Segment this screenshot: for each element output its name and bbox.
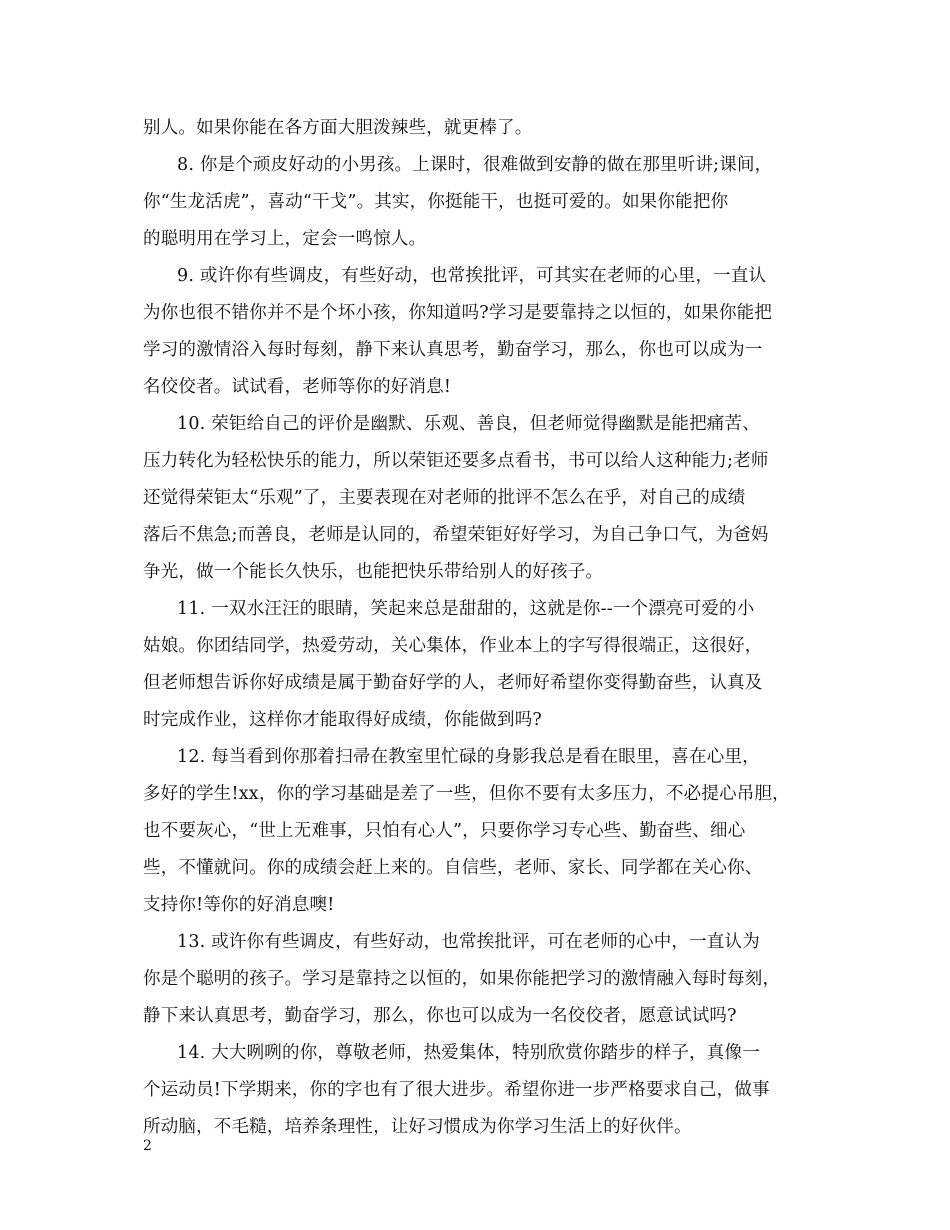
paragraph-14-line-1: 14. 大大咧咧的你，尊敬老师，热爱集体，特别欣赏你踏步的样子，真像一	[177, 1043, 760, 1063]
text-line: 为你也很不错你并不是个坏小孩，你知道吗?学习是要靠持之以恒的，如果你能把	[143, 303, 773, 323]
text-line: 你是个聪明的孩子。学习是靠持之以恒的，如果你能把学习的激情融入每时每刻，	[143, 969, 781, 989]
text-line: 争光，做一个能长久快乐，也能把快乐带给别人的好孩子。	[143, 562, 604, 582]
text-line: 的聪明用在学习上，定会一鸣惊人。	[143, 229, 427, 249]
text-line: 时完成作业，这样你才能取得好成绩，你能做到吗?	[143, 710, 542, 730]
paragraph-11-line-1: 11. 一双水汪汪的眼睛，笑起来总是甜甜的，这就是你--一个漂亮可爱的小	[177, 599, 755, 619]
paragraph-13-line-1: 13. 或许你有些调皮，有些好动，也常挨批评，可在老师的心中，一直认为	[177, 932, 760, 952]
text-line: 压力转化为轻松快乐的能力，所以荣钜还要多点看书，书可以给人这种能力;老师	[143, 451, 769, 471]
text-line: 多好的学生!xx，你的学习基础是差了一些，但你不要有太多压力，不必提心吊胆，	[143, 784, 790, 804]
text-line: 你“生龙活虎”，喜动“干戈”。其实，你挺能干，也挺可爱的。如果你能把你	[143, 192, 729, 212]
page-number: 2	[143, 1138, 152, 1154]
text-line: 个运动员!下学期来，你的字也有了很大进步。希望你进一步严格要求自己，做事	[143, 1080, 770, 1100]
text-line: 别人。如果你能在各方面大胆泼辣些，就更棒了。	[143, 118, 533, 138]
text-line: 些，不懂就问。你的成绩会赶上来的。自信些，老师、家长、同学都在关心你、	[143, 858, 763, 878]
text-line: 名佼佼者。试试看，老师等你的好消息!	[143, 377, 452, 397]
paragraph-12-line-1: 12. 每当看到你那着扫帚在教室里忙碌的身影我总是看在眼里，喜在心里，	[177, 747, 760, 767]
text-line: 也不要灰心，“世上无难事，只怕有心人”，只要你学习专心些、勤奋些、细心	[143, 821, 746, 841]
text-line: 还觉得荣钜太“乐观”了，主要表现在对老师的批评不怎么在乎，对自己的成绩	[143, 488, 746, 508]
text-line: 学习的激情浴入每时每刻，静下来认真思考，勤奋学习，那么，你也可以成为一	[143, 340, 763, 360]
text-line: 静下来认真思考，勤奋学习，那么，你也可以成为一名佼佼者，愿意试试吗?	[143, 1006, 737, 1026]
text-line: 所动脑，不毛糙，培养条理性，让好习惯成为你学习生活上的好伙伴。	[143, 1117, 692, 1137]
text-line: 落后不焦急;而善良，老师是认同的，希望荣钜好好学习，为自己争口气，为爸妈	[143, 525, 769, 545]
paragraph-10-line-1: 10. 荣钜给自己的评价是幽默、乐观、善良，但老师觉得幽默是能把痛苦、	[177, 414, 760, 434]
paragraph-9-line-1: 9. 或许你有些调皮，有些好动，也常挨批评，可其实在老师的心里，一直认	[177, 266, 767, 286]
document-body	[143, 110, 823, 1146]
text-line: 支持你!等你的好消息噢!	[143, 895, 335, 915]
text-line: 姑娘。你团结同学，热爱劳动，关心集体，作业本上的字写得很端正，这很好，	[143, 636, 763, 656]
paragraph-8-line-1: 8. 你是个顽皮好动的小男孩。上课时，很难做到安静的做在那里听讲;课间，	[177, 155, 773, 175]
text-line: 但老师想告诉你好成绩是属于勤奋好学的人，老师好希望你变得勤奋些，认真及	[143, 673, 763, 693]
